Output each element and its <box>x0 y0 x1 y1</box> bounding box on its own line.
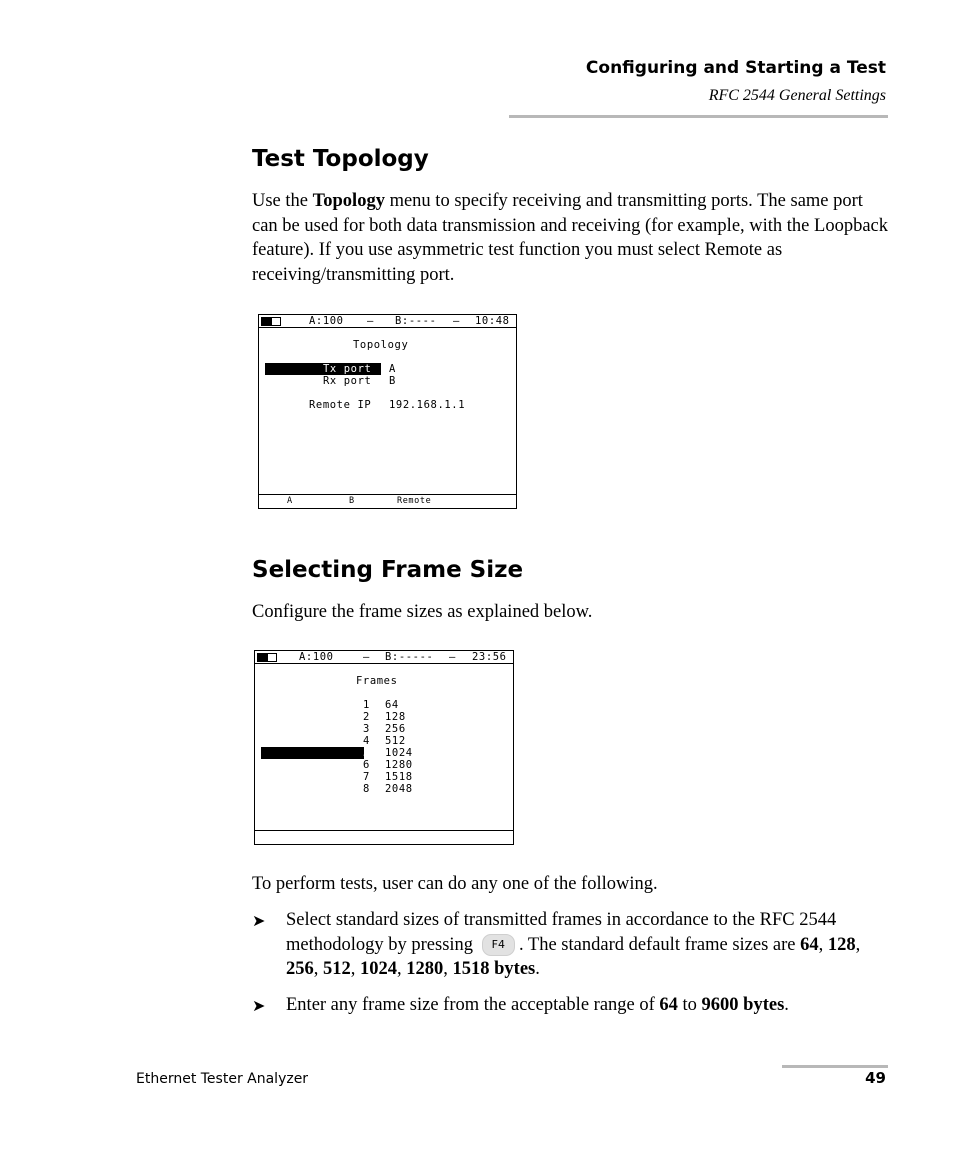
frames-screen <box>254 650 514 845</box>
header-rule <box>509 115 888 118</box>
f4-key[interactable]: F4 <box>482 934 515 956</box>
footer-rule <box>782 1065 888 1068</box>
frame-index[interactable]: 2 <box>363 711 370 723</box>
topology-paragraph <box>252 189 892 287</box>
tx-port-value: A <box>389 363 396 375</box>
heading-test-topology: Test Topology <box>252 146 429 172</box>
screen-title: Frames <box>356 675 398 687</box>
range-max: 9600 bytes <box>701 995 785 1015</box>
frame-intro: Configure the frame sizes as explained below. <box>252 602 593 622</box>
status-port-b: B:----- <box>385 651 434 663</box>
softkey-b[interactable]: B <box>349 496 355 506</box>
default-frame-size: 64 <box>800 934 819 955</box>
selection-highlight <box>261 747 364 759</box>
status-dash: – <box>449 651 456 663</box>
frame-size-value[interactable]: 512 <box>385 735 406 747</box>
status-port-b: B:---- <box>395 315 437 327</box>
status-port-a: A:100 <box>299 651 334 663</box>
default-frame-size: 1024 <box>360 959 397 979</box>
rx-port-value: B <box>389 375 396 387</box>
default-frame-size: 1280 <box>406 959 444 979</box>
size-separator: , <box>818 934 828 955</box>
status-time: 10:48 <box>475 315 510 327</box>
chapter-title: Configuring and Starting a Test <box>585 58 886 78</box>
frame-index[interactable]: 1 <box>363 699 370 711</box>
topology-menu-name: Topology <box>312 191 385 211</box>
status-port-a: A:100 <box>309 315 344 327</box>
default-frame-size: 1518 bytes <box>452 959 536 979</box>
battery-icon <box>261 317 281 326</box>
size-separator: , <box>350 959 360 979</box>
topology-para-start: Use the <box>252 191 313 211</box>
tx-port-label[interactable]: Tx port <box>323 363 372 375</box>
frame-index[interactable]: 5 <box>363 747 370 759</box>
frame-size-value[interactable]: 1280 <box>385 759 413 771</box>
status-dash: – <box>367 315 374 327</box>
frame-size-value[interactable]: 2048 <box>385 783 413 795</box>
size-separator: , <box>397 959 407 979</box>
option-standard-sizes <box>286 908 886 982</box>
frame-size-value[interactable]: 1518 <box>385 771 413 783</box>
default-frame-size: 512 <box>323 959 351 979</box>
remote-ip-value: 192.168.1.1 <box>389 399 466 411</box>
size-separator: , <box>855 934 861 955</box>
frame-size-value[interactable]: 128 <box>385 711 406 723</box>
bullet-arrow-icon: ➤ <box>252 911 266 930</box>
frame-index[interactable]: 6 <box>363 759 370 771</box>
options-intro: To perform tests, user can do any one of the following. <box>252 874 658 894</box>
frame-size-value[interactable]: 1024 <box>385 747 413 759</box>
topology-screen <box>258 314 517 509</box>
remote-ip-label[interactable]: Remote IP <box>309 399 372 411</box>
range-min: 64 <box>659 995 678 1015</box>
size-separator: , <box>443 959 453 979</box>
status-dash: – <box>363 651 370 663</box>
size-separator: , <box>313 959 323 979</box>
option-1-text: Select standard sizes of transmitted frames in accordance to the RFC 2544 methodology by pressing <box>286 910 837 955</box>
frame-size-value[interactable]: 64 <box>385 699 399 711</box>
option-2-text: Enter any frame size from the acceptable range of <box>286 995 660 1015</box>
heading-selecting-frame-size: Selecting Frame Size <box>252 557 524 583</box>
softkey-remote[interactable]: Remote <box>397 496 432 506</box>
frame-index[interactable]: 7 <box>363 771 370 783</box>
rx-port-label[interactable]: Rx port <box>323 375 372 387</box>
frame-index[interactable]: 4 <box>363 735 370 747</box>
option-2-end: . <box>784 995 789 1015</box>
size-separator: . <box>535 959 540 979</box>
frame-index[interactable]: 8 <box>363 783 370 795</box>
range-to: to <box>677 995 702 1015</box>
screen-title: Topology <box>353 339 409 351</box>
option-1-text-cont: . The standard default frame sizes are <box>519 934 801 955</box>
frame-size-value[interactable]: 256 <box>385 723 406 735</box>
frame-index[interactable]: 3 <box>363 723 370 735</box>
option-custom-size <box>286 993 886 1018</box>
default-frame-size: 256 <box>286 959 314 979</box>
status-dash: – <box>453 315 460 327</box>
page-number: 49 <box>865 1069 886 1087</box>
status-time: 23:56 <box>472 651 507 663</box>
bullet-arrow-icon: ➤ <box>252 996 266 1015</box>
softkey-a[interactable]: A <box>287 496 293 506</box>
battery-icon <box>257 653 277 662</box>
default-frame-size: 128 <box>827 934 856 955</box>
topology-para-rest: menu to specify receiving and transmitting ports. The same port can be used for both data transmission and receiving (for example, with the Loopback feature). If you use asymmetric test function you must select Remote as receiving/transmitting port. <box>252 191 888 285</box>
footer-product: Ethernet Tester Analyzer <box>136 1071 309 1087</box>
section-title: RFC 2544 General Settings <box>708 87 886 104</box>
